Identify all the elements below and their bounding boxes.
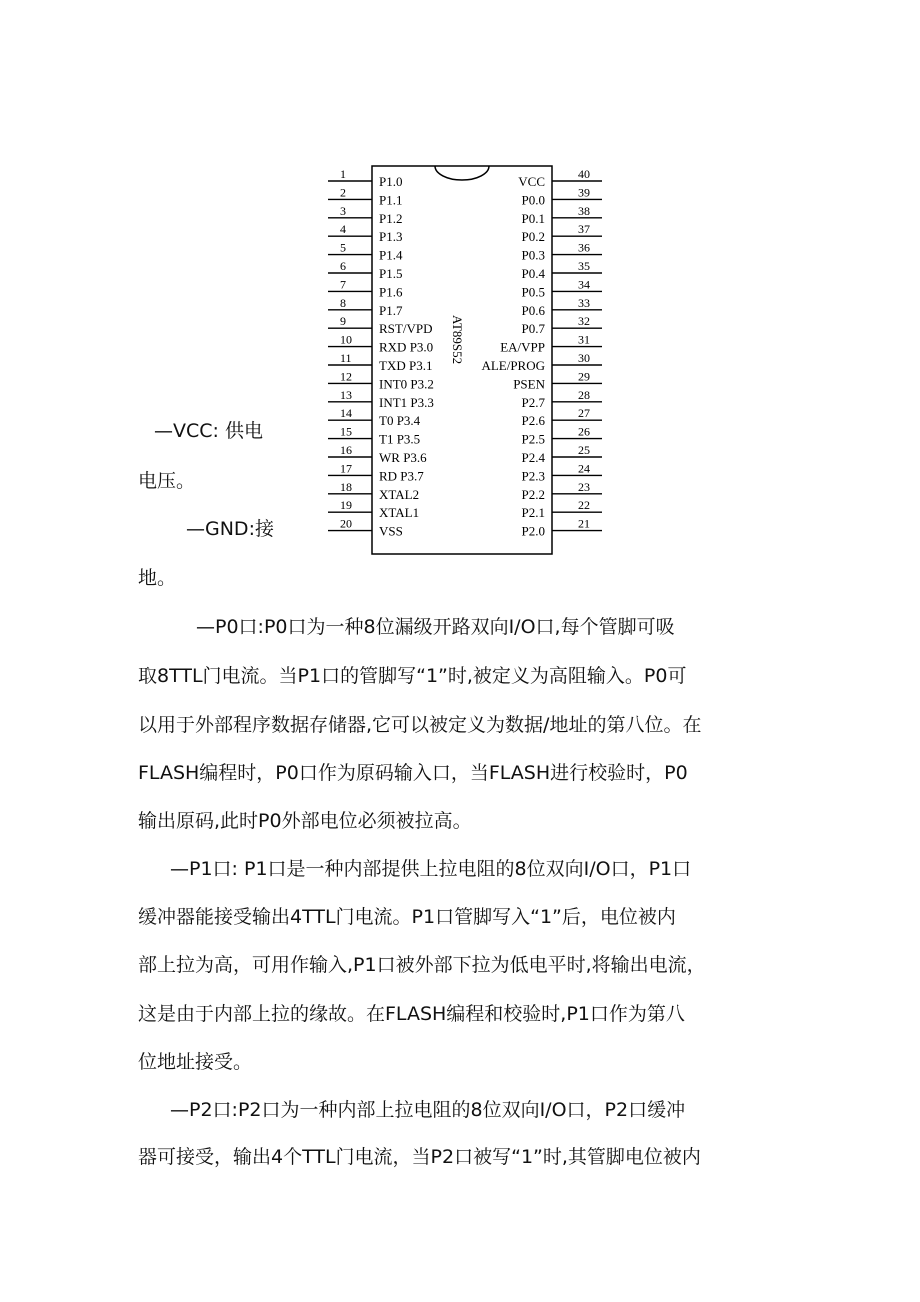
- pin-label-12: INT0 P3.2: [379, 376, 434, 392]
- pin-label-31: EA/VPP: [500, 339, 545, 355]
- pin-number-29: 29: [578, 369, 590, 384]
- pin-number-18: 18: [340, 479, 352, 494]
- pin-number-8: 8: [340, 295, 346, 310]
- gnd-line-2: 地。: [138, 567, 177, 589]
- pin-number-34: 34: [578, 277, 590, 292]
- pin-number-12: 12: [340, 369, 352, 384]
- pin-number-13: 13: [340, 387, 352, 402]
- pin-label-30: ALE/PROG: [481, 358, 545, 373]
- pin-label-14: T0 P3.4: [379, 413, 421, 429]
- pin-label-9: RST/VPD: [379, 321, 433, 337]
- pin-label-32: P0.7: [521, 321, 545, 337]
- pin-number-15: 15: [340, 424, 352, 439]
- pin-label-5: P1.4: [379, 247, 403, 263]
- pin-number-37: 37: [578, 222, 590, 237]
- pin-number-4: 4: [340, 222, 346, 237]
- pin-number-14: 14: [340, 406, 352, 421]
- pin-number-23: 23: [578, 479, 590, 494]
- pin-label-38: P0.1: [521, 210, 545, 226]
- pin-number-30: 30: [578, 351, 590, 365]
- pin-number-27: 27: [578, 406, 590, 421]
- pin-label-7: P1.6: [379, 284, 403, 300]
- pin-label-17: RD P3.7: [379, 468, 424, 484]
- pin-number-26: 26: [578, 424, 590, 439]
- pin-label-20: VSS: [379, 523, 403, 539]
- pin-label-13: INT1 P3.3: [379, 394, 434, 410]
- pin-number-21: 21: [578, 516, 590, 531]
- pin-number-28: 28: [578, 387, 590, 402]
- pin-number-6: 6: [340, 259, 346, 273]
- pin-label-2: P1.1: [379, 192, 403, 208]
- gnd-line-1: —GND:接: [186, 518, 274, 540]
- pin-label-39: P0.0: [521, 192, 545, 208]
- p0-line-2: 取8TTL门电流。当P1口的管脚写“1”时,被定义为高阻输入。P0可: [138, 665, 687, 687]
- pin-label-4: P1.3: [379, 229, 403, 245]
- chip-svg: [320, 160, 620, 560]
- p1-line-2: 缓冲器能接受输出4TTL门电流。P1口管脚写入“1”后，电位被内: [138, 906, 676, 928]
- pin-number-35: 35: [578, 259, 590, 273]
- pin-number-7: 7: [340, 277, 346, 292]
- pin-number-38: 38: [578, 203, 590, 218]
- pin-label-28: P2.7: [521, 394, 545, 410]
- p1-line-5: 位地址接受。: [138, 1051, 253, 1073]
- p1-line-4: 这是由于内部上拉的缘故。在FLASH编程和校验时,P1口作为第八: [138, 1003, 685, 1025]
- pin-label-35: P0.4: [521, 266, 545, 281]
- pin-number-25: 25: [578, 443, 590, 457]
- pin-number-39: 39: [578, 185, 590, 200]
- pin-label-6: P1.5: [379, 266, 403, 281]
- pin-number-3: 3: [340, 203, 346, 218]
- pin-number-22: 22: [578, 498, 590, 513]
- p1-line-1: —P1口: P1口是一种内部提供上拉电阻的8位双向I/O口，P1口: [170, 858, 692, 880]
- pin-label-19: XTAL1: [379, 505, 420, 521]
- p1-line-3: 部上拉为高，可用作输入,P1口被外部下拉为低电平时,将输出电流，: [138, 954, 706, 976]
- pin-label-8: P1.7: [379, 302, 403, 318]
- pin-number-20: 20: [340, 516, 352, 531]
- p0-line-1: —P0口:P0口为一种8位漏级开路双向I/O口,每个管脚可吸: [196, 616, 675, 638]
- pin-label-21: P2.0: [521, 523, 545, 539]
- pin-number-1: 1: [340, 167, 346, 181]
- pin-label-26: P2.5: [521, 431, 545, 447]
- pin-label-23: P2.2: [521, 486, 545, 502]
- pin-number-11: 11: [340, 351, 352, 365]
- pin-number-19: 19: [340, 498, 352, 513]
- p0-line-5: 输出原码,此时P0外部电位必须被拉高。: [138, 810, 472, 832]
- pin-label-3: P1.2: [379, 210, 403, 226]
- pin-number-31: 31: [578, 332, 590, 347]
- pin-number-10: 10: [340, 332, 352, 347]
- pin-label-11: TXD P3.1: [379, 358, 433, 373]
- vcc-line-2: 电压。: [138, 470, 196, 492]
- pin-label-24: P2.3: [521, 468, 545, 484]
- p0-line-3: 以用于外部程序数据存储器,它可以被定义为数据/地址的第八位。在: [138, 714, 702, 736]
- pin-label-1: P1.0: [379, 174, 403, 189]
- pin-number-40: 40: [578, 167, 590, 181]
- pin-number-17: 17: [340, 461, 352, 476]
- p2-line-1: —P2口:P2口为一种内部上拉电阻的8位双向I/O口，P2口缓冲: [170, 1099, 686, 1121]
- pin-label-37: P0.2: [521, 229, 545, 245]
- p2-line-2: 器可接受，输出4个TTL门电流，当P2口被写“1”时,其管脚电位被内: [138, 1146, 701, 1168]
- pin-label-34: P0.5: [521, 284, 545, 300]
- pin-label-25: P2.4: [521, 450, 545, 465]
- pin-number-16: 16: [340, 443, 352, 457]
- pin-number-9: 9: [340, 314, 346, 329]
- pin-label-18: XTAL2: [379, 486, 420, 502]
- p0-line-4: FLASH编程时，P0口作为原码输入口，当FLASH进行校验时，P0: [138, 762, 688, 784]
- chip-part-name: AT89S52: [450, 315, 465, 365]
- pin-label-10: RXD P3.0: [379, 339, 434, 355]
- pin-label-40: VCC: [518, 174, 545, 189]
- chip-pinout-diagram: [320, 160, 620, 560]
- pin-number-5: 5: [340, 240, 346, 255]
- pin-label-15: T1 P3.5: [379, 431, 421, 447]
- vcc-line-1: —VCC: 供电: [154, 420, 263, 442]
- pin-number-24: 24: [578, 461, 590, 476]
- pin-label-36: P0.3: [521, 247, 545, 263]
- pin-label-29: PSEN: [513, 376, 545, 392]
- pin-label-33: P0.6: [521, 302, 545, 318]
- pin-label-27: P2.6: [521, 413, 545, 429]
- pin-number-32: 32: [578, 314, 590, 329]
- pin-label-22: P2.1: [521, 505, 545, 521]
- pin-number-36: 36: [578, 240, 590, 255]
- pin-number-33: 33: [578, 295, 590, 310]
- pin-label-16: WR P3.6: [379, 450, 427, 465]
- pin-number-2: 2: [340, 185, 346, 200]
